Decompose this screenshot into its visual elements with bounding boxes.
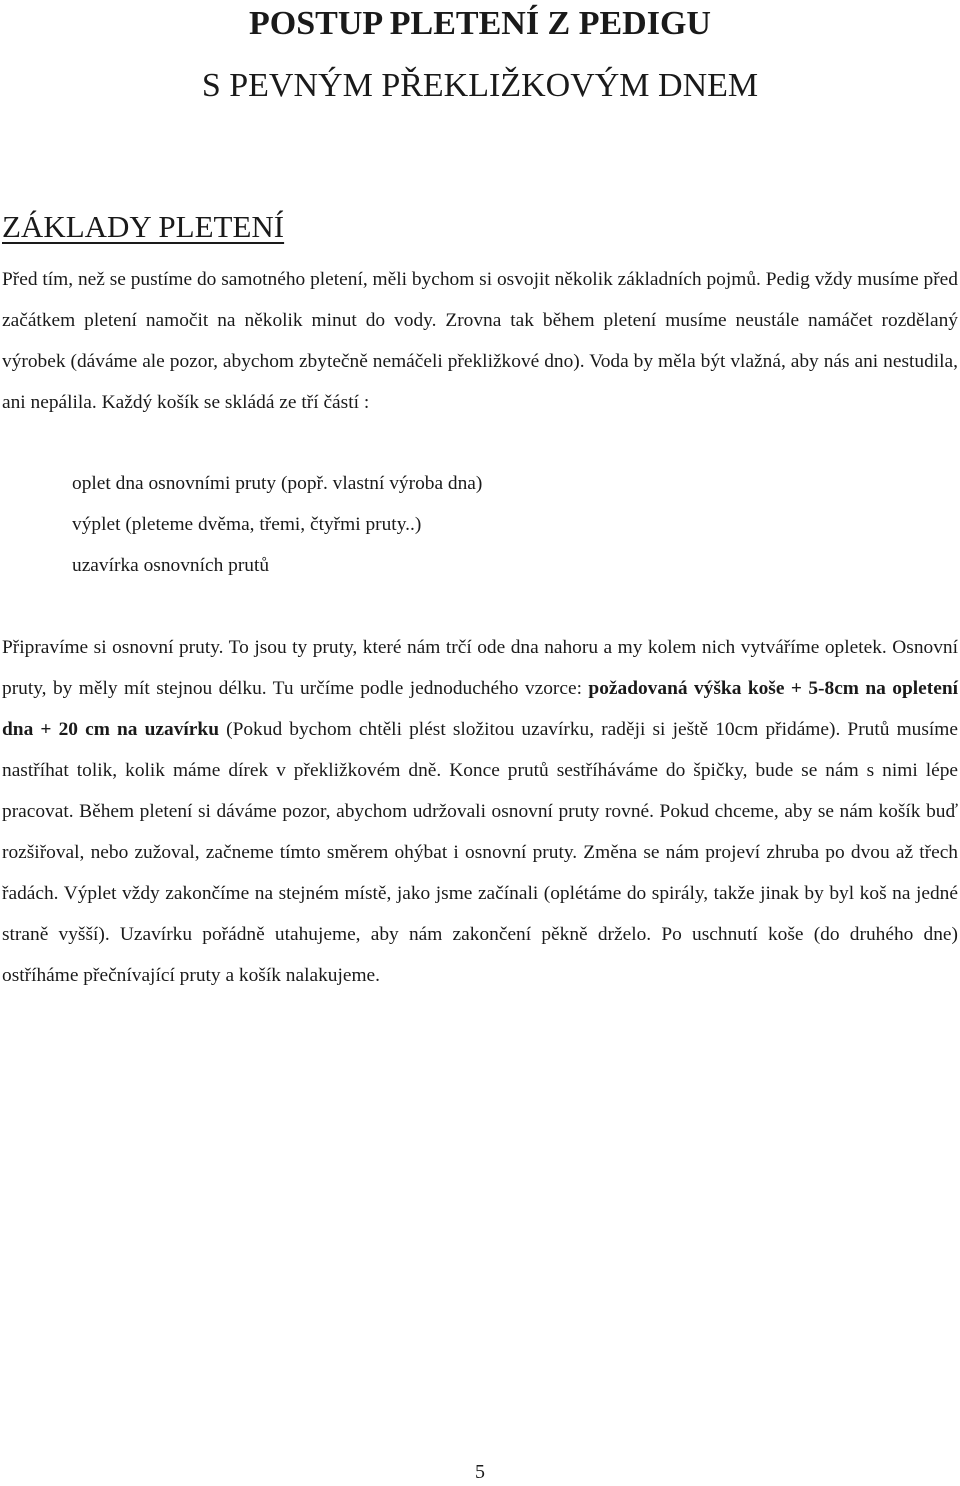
basket-parts-list	[72, 463, 482, 586]
paragraph-text: (Pokud bychom chtěli plést složitou uzavírku, raději si ještě 10cm přidáme). Prutů musíme nastříhat tolik, kolik máme dírek v překližkovém dně. Konce prutů sestříháváme do špičky, bude se nám s nimi lépe pracovat. Během pletení si dáváme pozor, abychom udržovali osnovní pruty rovné. Pokud chceme, aby se nám košík buď rozšiřoval, nebo zužoval, začneme tímto směrem ohýbat i osnovní pruty. Změna se nám projeví zhruba po dvou až třech řadách. Výplet vždy zakončíme na stejném místě, jako jsme začínali (oplétáme do spirály, takže jinak by byl koš na jedné straně vyšší). Uzavírku pořádně utahujeme, aby nám zakončení pěkně drželo. Po uschnutí koše (do druhého dne) ostříháme přečnívající pruty a košík nalakujeme.	[2, 719, 958, 986]
page-number: 5	[475, 1461, 485, 1483]
instructions-paragraph	[2, 627, 958, 996]
document-title: POSTUP PLETENÍ Z PEDIGU	[249, 5, 711, 42]
list-item: výplet (pleteme dvěma, třemi, čtyřmi pruty..)	[72, 514, 422, 535]
intro-paragraph: Před tím, než se pustíme do samotného pletení, měli bychom si osvojit několik základních pojmů. Pedig vždy musíme před začátkem pletení namočit na několik minut do vody. Zrovna tak během pletení musíme neustále namáčet rozdělaný výrobek (dáváme ale pozor, abychom zbytečně nemáčeli překližkové dno). Voda by měla být vlažná, aby nás ani nestudila, ani nepálila. Každý košík se skládá ze tří částí :	[2, 269, 958, 413]
document-subtitle: S PEVNÝM PŘEKLIŽKOVÝM DNEM	[201, 67, 759, 104]
list-item: uzavírka osnovních prutů	[72, 555, 270, 576]
list-item: oplet dna osnovními pruty (popř. vlastní výroba dna)	[72, 473, 483, 494]
formula-text: požadovaná výška koše + 5-8cm na opletení dna + 20 cm na uzavírku	[2, 678, 958, 740]
section-heading: ZÁKLADY PLETENÍ	[2, 209, 285, 244]
paragraph-text: Připravíme si osnovní pruty. To jsou ty pruty, které nám trčí ode dna nahoru a my kolem nich vytváříme opletek. Osnovní pruty, by měly mít stejnou délku. Tu určíme podle jednoduchého vzorce:	[2, 637, 958, 699]
